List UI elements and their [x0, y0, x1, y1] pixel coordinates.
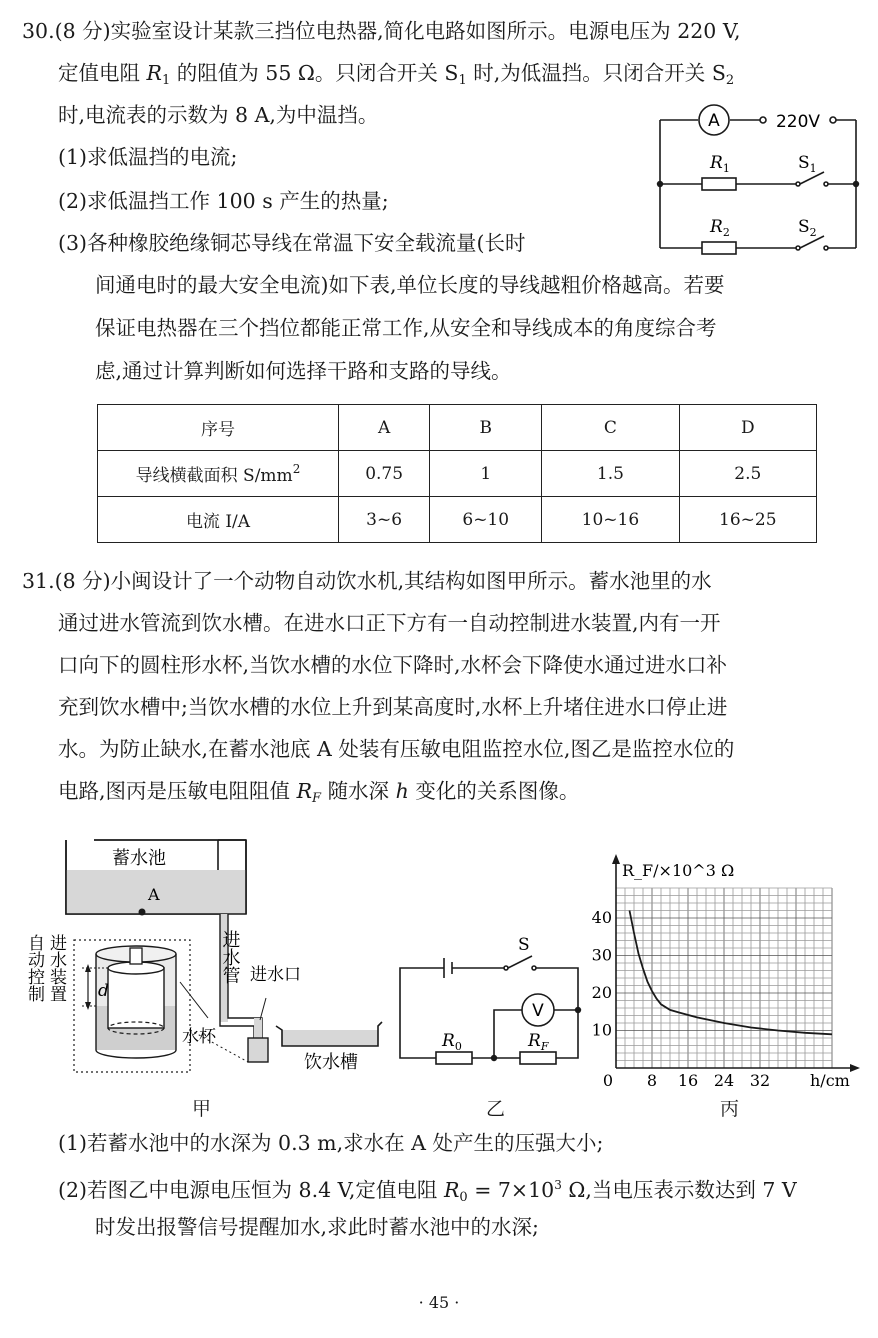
table-header: C	[542, 405, 679, 451]
table-cell: 2.5	[679, 451, 816, 497]
voltage-label: 220V	[775, 112, 821, 132]
device-label-col-1: 自动控制	[24, 934, 44, 1002]
table-header: A	[339, 405, 430, 451]
x-tick-label: 32	[749, 1071, 771, 1090]
x-tick-label: 16	[677, 1071, 699, 1090]
q30-line-8: 保证电热器在三个挡位都能正常工作,从安全和导线成本的角度综合考	[95, 316, 717, 340]
q31-sub-1: (1)若蓄水池中的水深为 0.3 m,求水在 A 处产生的压强大小;	[58, 1131, 604, 1155]
voltmeter-label: V	[532, 1001, 544, 1021]
q30-circuit-diagram	[650, 100, 866, 260]
q30-line-6: (3)各种橡胶绝缘铜芯导线在常温下安全载流量(长时	[58, 231, 526, 255]
chart-grid	[616, 888, 832, 1068]
rf-label: R	[528, 1031, 541, 1051]
reservoir-label: 蓄水池	[112, 848, 166, 869]
wire-spec-table	[97, 404, 817, 543]
inlet-label: 进水口	[250, 965, 301, 985]
r1-label: R	[710, 153, 723, 173]
caption-jia: 甲	[192, 1098, 212, 1120]
q31-line-6: 电路,图丙是压敏电阻阻值 $R_F$ 随水深 h 变化的关系图像。	[58, 779, 580, 806]
ammeter-label: A	[708, 111, 720, 131]
x-tick-label: 24	[713, 1071, 735, 1090]
y-tick-label: 10	[591, 1020, 612, 1040]
q30-line-9: 虑,通过计算判断如何选择干路和支路的导线。	[95, 359, 512, 383]
y-tick-label: 30	[591, 945, 612, 965]
table-cell: 导线横截面积 $S/mm^2$	[98, 451, 339, 497]
fig-jia-drinker	[14, 830, 394, 1092]
svg-text:S2: $S_2$	[798, 217, 817, 239]
q30-line-4: (1)求低温挡的电流;	[58, 145, 238, 169]
x-tick-label: 8	[646, 1071, 658, 1090]
r0-label: R	[442, 1031, 455, 1051]
table-header: 序号	[98, 405, 339, 451]
s1-label: S	[798, 153, 810, 173]
table-row	[98, 497, 817, 543]
table-cell: 16~25	[679, 497, 816, 543]
table-header: B	[430, 405, 542, 451]
page-number: · 45 ·	[418, 1293, 460, 1312]
q31-line-3: 口向下的圆柱形水杯,当饮水槽的水位下降时,水杯会下降使水通过进水口补	[58, 653, 728, 677]
q31-line-4: 充到饮水槽中;当饮水槽的水位上升到某高度时,水杯上升堵住进水口停止进	[58, 695, 728, 719]
chart-xlabel: h/cm	[810, 1071, 850, 1090]
point-a-label: A	[148, 885, 160, 904]
caption-bing: 丙	[720, 1098, 740, 1120]
q31-line-5: 水。为防止缺水,在蓄水池底 A 处装有压敏电阻监控水位,图乙是监控水位的	[58, 737, 735, 761]
switch-s-label: S	[518, 935, 530, 955]
svg-text:R2: $R_2$	[710, 217, 730, 239]
y-axis-arrow	[612, 854, 620, 864]
cup-label: 水杯	[182, 1027, 216, 1047]
q31-sub-2: (2)若图乙中电源电压恒为 8.4 V,定值电阻 $R_0 = 7\times 10^3$ Ω,当电压表示数达到 7 V	[58, 1178, 797, 1205]
device-label-col-2: 进水装置	[46, 934, 66, 1002]
q30-line-2: 定值电阻 $R_1$ 的阻值为 55 Ω。只闭合开关 $S_1$ 时,为低温挡。只闭合开关 $S_2$	[58, 61, 735, 88]
trough-label: 饮水槽	[304, 1052, 358, 1073]
chart-tick-labels	[592, 908, 771, 1090]
q31-line-1: 31.(8 分)小闽设计了一个动物自动饮水机,其结构如图甲所示。蓄水池里的水	[22, 569, 712, 593]
q31-sub-2-cont: 时发出报警信号提醒加水,求此时蓄水池中的水深;	[95, 1215, 539, 1239]
y-tick-label: 20	[591, 983, 612, 1002]
svg-text:R0: $R_0$	[442, 1031, 462, 1053]
table-row	[98, 405, 817, 451]
svg-text:S1: $S_1$	[798, 153, 817, 175]
q30-line-7: 间通电时的最大安全电流)如下表,单位长度的导线越粗价格越高。若要	[95, 273, 725, 297]
table-header: D	[679, 405, 816, 451]
d-label: d	[98, 981, 109, 1001]
y-tick-label: 40	[591, 908, 612, 927]
caption-yi: 乙	[486, 1098, 506, 1120]
s2-label: S	[798, 217, 810, 237]
svg-text:RF: $R_F$	[528, 1031, 549, 1053]
table-cell: 0.75	[339, 451, 430, 497]
q30-line-5: (2)求低温挡工作 100 s 产生的热量;	[58, 189, 389, 213]
table-cell: 6~10	[430, 497, 542, 543]
q30-line-3: 时,电流表的示数为 8 A,为中温挡。	[58, 103, 379, 127]
q30-line-1: 30.(8 分)实验室设计某款三挡位电热器,简化电路如图所示。电源电压为 220 V,	[22, 19, 741, 43]
table-cell: 电流 I/A	[98, 497, 339, 543]
q31-line-2: 通过进水管流到饮水槽。在进水口正下方有一自动控制进水装置,内有一开	[58, 611, 721, 635]
fig-bing-chart	[591, 850, 862, 1090]
table-cell: 1	[430, 451, 542, 497]
x-axis-arrow	[850, 1064, 860, 1072]
table-cell: 10~16	[542, 497, 679, 543]
svg-text:R1: $R_1$	[710, 153, 730, 175]
fig-yi-circuit	[396, 930, 592, 1070]
chart-ylabel: R_F/×10^3 Ω	[622, 861, 735, 880]
pipe-label: 进水管	[219, 930, 241, 984]
table-cell: 3~6	[339, 497, 430, 543]
table-row	[98, 451, 817, 497]
table-cell: 1.5	[542, 451, 679, 497]
x-tick-label: 0	[602, 1071, 614, 1090]
r2-label: R	[710, 217, 723, 237]
